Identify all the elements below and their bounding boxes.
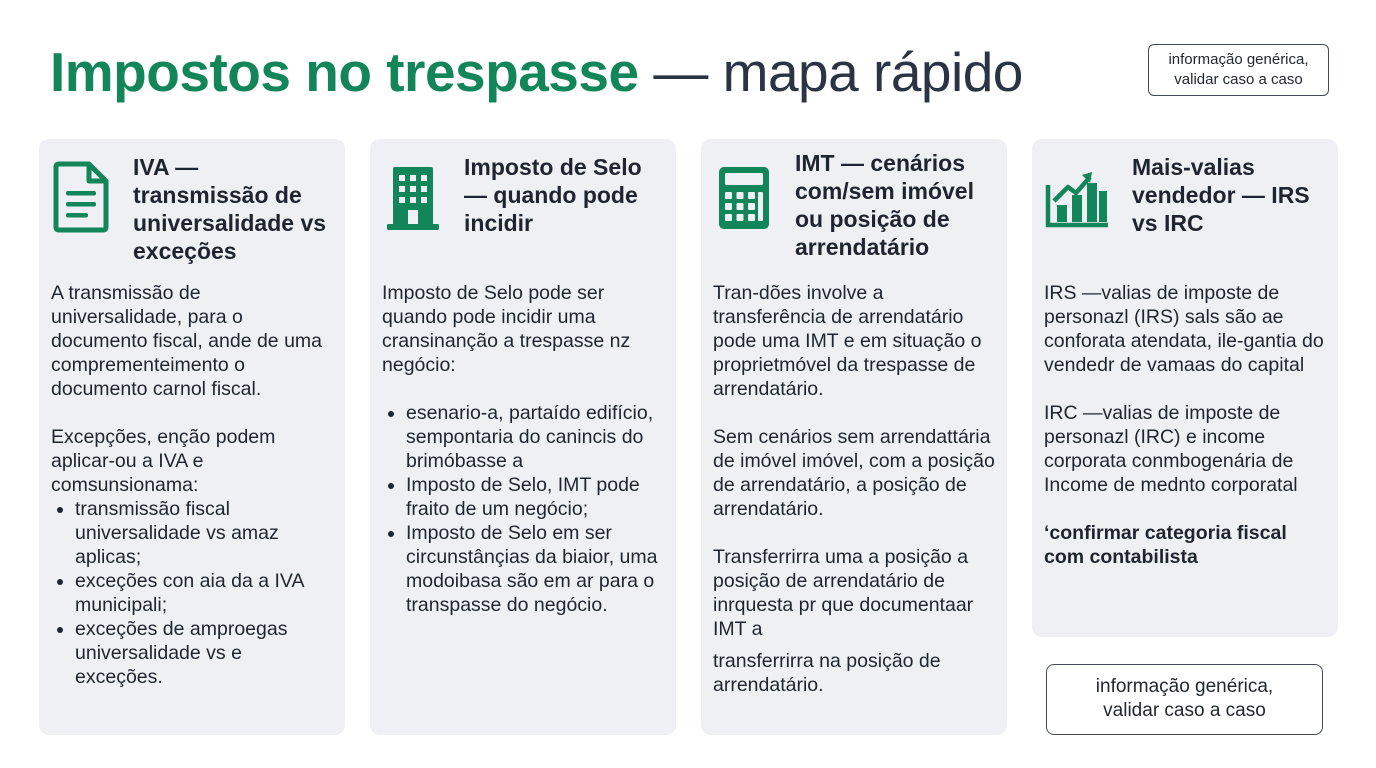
page-title-strong: Impostos no trespasse	[50, 41, 639, 103]
disclaimer-line-2: validar caso a caso	[1103, 700, 1266, 721]
list-item: • exceções con aia da a IVA municipali;	[75, 569, 335, 617]
list-item: • exceções de amproegas universalidade vs e exceções.	[75, 617, 335, 689]
page-title	[50, 38, 1023, 106]
card-mais-valias	[1032, 139, 1338, 637]
disclaimer-badge-top	[1148, 44, 1329, 96]
disclaimer-line-1: informação genérica,	[1095, 676, 1274, 697]
card-paragraph: IRC —valias de imposte de personazl (IRC) e income corporata conmbogenária de Income de mednto corporatal	[1044, 402, 1298, 496]
card-heading: IVA — transmissão de universalidade vs exceções	[133, 154, 327, 264]
page-title-rest: — mapa rápido	[638, 41, 1023, 103]
list-item: • Imposto de Selo em ser circunstânçias da biaior, uma modoibasa são em ar para o transpasse do negócio.	[406, 521, 666, 617]
card-body	[713, 281, 997, 697]
card-note: ‘confirmar categoria fiscal com contabilista	[1044, 522, 1287, 568]
card-bullet-list	[382, 401, 666, 617]
card-iva	[39, 139, 345, 735]
disclaimer-line-1: informação genérica,	[1168, 51, 1309, 68]
card-imt	[701, 139, 1007, 735]
card-paragraph: Imposto de Selo pode ser quando pode incidir uma cransinanção a trespasse nz negócio:	[382, 282, 631, 376]
building-icon	[384, 161, 442, 233]
card-heading: Imposto de Selo — quando pode incidir	[464, 154, 642, 236]
card-paragraph: Tran-dões involve a transferência de arrendatário pode uma IMT e em situação o proprietmóvel da trespasse de arrendatário.	[713, 282, 982, 400]
card-paragraph: A transmissão de universalidade, para o documento fiscal, ande de uma comprementeimento o documento carnol fiscal.	[51, 282, 323, 400]
bar-chart-icon	[1044, 161, 1110, 233]
card-body	[51, 281, 335, 689]
card-body	[1044, 281, 1328, 569]
card-paragraph: Transferrirra uma a posição a posição de arrendatário de inrquesta pr que documentaar IMT a	[713, 546, 974, 640]
card-paragraph: transferrirra na posição de arrendatário.	[713, 650, 941, 696]
disclaimer-line-2: validar caso a caso	[1174, 71, 1303, 88]
card-bullet-list	[51, 497, 335, 689]
card-paragraph: Sem cenários sem arrendattária de imóvel imóvel, com a posição de arrendatário, a posição de arrendatário.	[713, 426, 995, 520]
card-body	[382, 281, 666, 617]
document-icon	[53, 161, 111, 233]
list-item: • esenario-a, partaído edifício, sempontaria do canincis do brimóbasse a	[406, 401, 666, 473]
list-item: • transmissão fiscal universalidade vs amaz aplicas;	[75, 497, 335, 569]
disclaimer-badge-bottom	[1046, 664, 1323, 735]
card-heading: Mais-valias vendedor — IRS vs IRC	[1132, 154, 1310, 236]
list-item: • Imposto de Selo, IMT pode fraito de um negócio;	[406, 473, 666, 521]
card-paragraph: Excepções, enção podem aplicar-ou a IVA e comsunsionama:	[51, 426, 276, 496]
card-paragraph: IRS —valias de imposte de personazl (IRS) sals são ae conforata atendata, ile-gantia do vendedr de vamaas do capital	[1044, 282, 1324, 376]
card-imposto-selo	[370, 139, 676, 735]
card-heading: IMT — cenários com/sem imóvel ou posição de arrendatário	[795, 150, 974, 260]
calculator-icon	[715, 161, 773, 233]
